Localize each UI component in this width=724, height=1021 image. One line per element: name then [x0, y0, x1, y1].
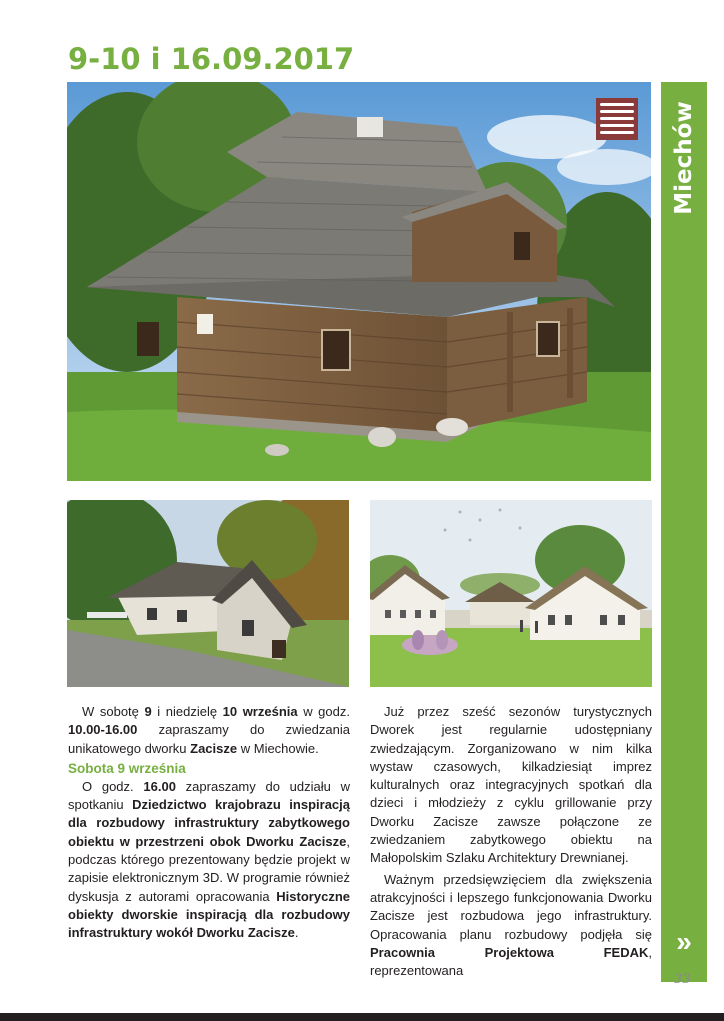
page-number: 33: [674, 972, 691, 987]
bold-run: 9: [144, 704, 152, 719]
page-date-heading: 9-10 i 16.09.2017: [68, 42, 355, 76]
bold-run: Dziedzictwo krajobrazu inspiracją dla rozbudowy infrastruktury zabytkowego obiektu w przestrzeni obok Dworku Zacisze: [68, 797, 350, 849]
text-run: , reprezentowana: [370, 944, 652, 979]
text-run: zapraszamy do udziału w spotkaniu: [68, 778, 350, 813]
intro-paragraph: [68, 703, 350, 758]
log-stack-icon: [596, 98, 638, 140]
text-run: i niedzielę: [151, 704, 223, 719]
region-sidebar: [661, 82, 707, 982]
history-paragraph: Już przez sześć sezonów turystycznych Dworek jest regularnie udostępniany zwiedzającym. Zorganizowano w nim kilka wystaw czasowych, kilkadziesiąt imprez kulturalnych oraz integracyjnych spotkań dla dzieci i młodzieży z cyklu grillowanie przy Dworku Zacisze zawsze połączone ze zwiedzaniem zabytkowego obiektu na Małopolskim Szlaku Architektury Drewnianej.: [370, 704, 652, 866]
text-run: w Miechowie.: [237, 740, 319, 756]
text-run: w godz.: [297, 704, 350, 719]
bold-run: Zacisze: [190, 740, 238, 756]
text-run: W sobotę: [82, 704, 145, 719]
region-title: Miechów: [671, 101, 697, 215]
bold-run: 10 września: [222, 704, 298, 719]
text-run: .: [294, 925, 299, 941]
text-run: Ważnym przedsięwzięciem dla zwiększenia atrakcyjności i lepszego funkcjonowania Dworku Zacisze jest rozbudowa jego infrastruktury. Opracowania planu rozbudowy podjęła się: [370, 871, 652, 942]
bottom-border: [0, 1013, 724, 1021]
text-run: , podczas którego prezentowany będzie projekt w zapisie elektronicznym 3D. W programie również dyskusja z autorami opracowania: [68, 833, 350, 904]
right-text-column: [370, 703, 652, 980]
bold-run: 10.00-16.00: [68, 722, 138, 738]
next-page-arrow-icon[interactable]: »: [676, 926, 692, 957]
text-run: zapraszamy do zwiedzania unikatowego dworku: [68, 722, 350, 756]
text-run: O godz.: [82, 778, 144, 794]
architectural-rendering: [370, 500, 652, 687]
main-photo: [67, 82, 651, 481]
program-paragraph: [68, 778, 350, 943]
bold-run: Historyczne obiekty dworskie inspiracją dla rozbudowy infrastruktury wokół Dworku Zacisze: [68, 888, 350, 941]
left-text-column: [68, 703, 350, 943]
section-heading: Sobota 9 września: [68, 760, 186, 776]
bold-run: 16.00: [143, 778, 176, 794]
cottage-street-photo: [67, 500, 349, 687]
bold-run: Pracownia Projektowa FEDAK: [370, 944, 649, 960]
expansion-paragraph: [370, 871, 652, 981]
